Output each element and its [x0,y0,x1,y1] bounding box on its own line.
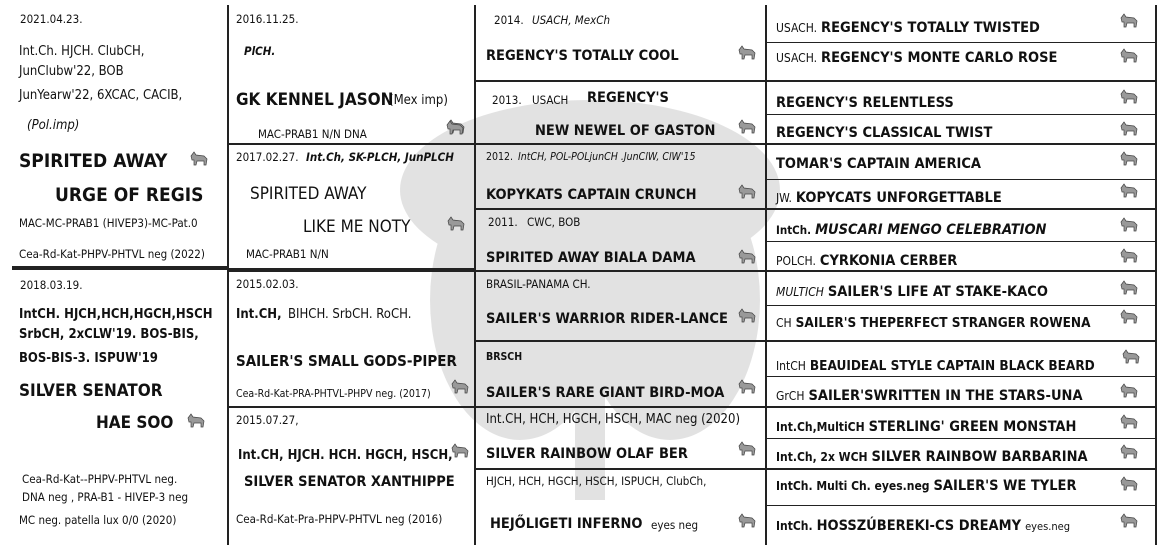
gen3-6-name: SILVER RAINBOW OLAF BER [486,446,688,462]
schnauzer-icon [736,118,758,136]
gen4-note: eyes.neg [1025,520,1071,533]
gen3-1-titles: USACH [532,93,569,107]
schnauzer-icon [1118,182,1140,200]
dog-date: 2021.04.23. [20,12,83,26]
schnauzer-icon [1118,47,1140,65]
gen3-3-name: SPIRITED AWAY BIALA DAMA [486,250,696,266]
gen4-row [776,92,954,111]
gen3-1-name-line1: REGENCY'S [587,90,669,106]
gen4-title: USACH. [776,51,818,65]
schnauzer-icon [1118,216,1140,234]
schnauzer-icon [449,378,471,396]
divider [476,80,765,82]
gen4-title: IntCh. [776,223,812,237]
gen4-title: GrCH [776,389,805,403]
dam-date: 2017.02.27. [236,150,299,164]
schnauzer-icon [444,119,466,137]
mate-health-1: Cea-Rd-Kat--PHPV-PHTVL neg. [22,472,178,486]
divider [12,266,227,270]
schnauzer-icon [736,248,758,266]
mate-dam-name: SILVER SENATOR XANTHIPPE [244,474,455,490]
divider [1155,5,1157,545]
schnauzer-icon [1118,12,1140,30]
divider [476,208,765,210]
gen4-title: IntCh. Multi Ch. eyes.neg [776,479,930,493]
schnauzer-icon [449,442,471,460]
gen4-name: CYRKONIA CERBER [819,253,958,269]
gen4-row [776,312,1090,331]
mate-titles-2: SrbCH, 2xCLW'19. BOS-BIS, [19,327,199,342]
dog-name-line2: URGE OF REGIS [55,184,204,206]
gen3-1-date: 2013. [492,93,522,107]
gen4-name: BEAUIDEAL STYLE CAPTAIN BLACK BEARD [809,358,1095,374]
gen3-4-titles: BRASIL-PANAMA CH. [486,277,591,291]
divider [476,270,765,272]
gen4-name: TOMAR'S CAPTAIN AMERICA [776,156,982,172]
divider [476,406,765,408]
gen4-row [776,281,1048,300]
sire-name: GK KENNEL JASON [236,90,394,110]
schnauzer-icon [1118,150,1140,168]
schnauzer-icon [1118,443,1140,461]
dog-origin: (Pol.imp) [27,118,80,133]
schnauzer-icon [1118,308,1140,326]
schnauzer-icon [736,183,758,201]
divider [767,270,1155,272]
gen4-name: REGENCY'S TOTALLY TWISTED [821,20,1040,36]
gen3-3-titles: CWC, BOB [527,215,581,229]
dog-health-2: Cea-Rd-Kat-PHPV-PHTVL neg (2022) [19,247,205,261]
gen4-title: MULTICH [776,285,824,299]
divider [767,241,1155,242]
schnauzer-icon [1120,348,1142,366]
gen4-name: SAILER'S LIFE AT STAKE-KACO [827,284,1048,300]
gen4-name: HOSSZÚBEREKI-CS DREAMY [816,518,1022,534]
gen4-row [776,475,1077,494]
gen4-name: REGENCY'S CLASSICAL TWIST [776,125,993,141]
schnauzer-icon [736,440,758,458]
schnauzer-icon [1118,88,1140,106]
mate-health-3: MC neg. patella lux 0/0 (2020) [19,513,177,527]
mate-sire-health: Cea-Rd-Kat-PRA-PHTVL-PHPV neg. (2017) [236,388,431,400]
gen3-7-name: HEJŐLIGETI INFERNO [490,516,643,532]
gen3-5-name: SAILER'S RARE GIANT BIRD-MOA [486,385,725,401]
gen4-name: SAILER'S WE TYLER [933,478,1077,494]
divider [765,5,767,545]
divider [767,376,1155,377]
gen3-7-note: eyes neg [651,518,699,532]
gen4-row [776,416,1076,435]
gen3-2-titles: IntCH, POL-POLjunCH .JunClW, ClW'15 [518,151,696,163]
divider [229,268,474,272]
divider [767,438,1155,439]
gen4-row [776,355,1095,374]
gen4-title: JW. [776,191,792,205]
gen3-0-date: 2014. [494,13,524,27]
gen4-row [776,122,992,141]
gen4-row [776,515,1070,534]
gen4-row [776,47,1057,66]
schnauzer-icon [188,150,210,168]
dog-titles-2: JunClubw'22, BOB [19,64,124,79]
gen3-3-date: 2011. [488,215,518,229]
gen4-name: KOPYCATS UNFORGETTABLE [795,190,1002,206]
schnauzer-icon [1118,475,1140,493]
divider [767,468,1155,470]
mate-date: 2018.03.19. [20,278,83,292]
divider [767,505,1155,506]
gen4-title: Int.Ch,MultiCH [776,420,865,434]
schnauzer-icon [185,412,207,430]
gen4-name: SAILER'SWRITTEN IN THE STARS-UNA [808,388,1083,404]
divider [767,208,1155,210]
mate-sire-date: 2015.02.03. [236,277,299,291]
gen3-4-name: SAILER'S WARRIOR RIDER-LANCE [486,311,728,327]
gen4-row [776,446,1088,465]
sire-date: 2016.11.25. [236,12,299,26]
dam-health: MAC-PRAB1 N/N [246,247,329,261]
schnauzer-icon [736,378,758,396]
schnauzer-icon [1118,279,1140,297]
schnauzer-icon [736,44,758,62]
mate-sire-titles2: BIHCH. SrbCH. RoCH. [288,307,412,322]
gen4-row [776,219,1046,238]
schnauzer-icon [1118,120,1140,138]
dog-name-line1: SPIRITED AWAY [19,150,168,172]
gen3-6-titles: Int.CH, HCH, HGCH, HSCH, MAC neg (2020) [486,412,741,427]
mate-sire-titles1: Int.CH, [236,307,282,322]
divider [767,42,1155,43]
divider [767,114,1155,115]
gen4-name: SILVER RAINBOW BARBARINA [871,449,1088,465]
divider [767,80,1155,82]
divider [476,468,765,470]
divider [227,5,229,545]
sire-health: MAC-PRAB1 N/N DNA [258,127,367,141]
gen4-row [776,250,957,269]
sire-note: (Mex imp) [389,93,448,108]
mate-name-line2: HAE SOO [96,413,174,433]
mate-sire-name: SAILER'S SMALL GODS-PIPER [236,352,457,370]
divider [767,406,1155,408]
dam-titles: Int.Ch, SK-PLCH, JunPLCH [306,150,454,164]
gen3-7-titles: HJCH, HCH, HGCH, HSCH, ISPUCH, ClubCh, [486,474,707,488]
mate-health-2: DNA neg , PRA-B1 - HIVEP-3 neg [22,490,189,504]
gen4-name: REGENCY'S MONTE CARLO ROSE [821,50,1058,66]
gen4-title: POLCH. [776,254,816,268]
mate-titles-1: IntCH. HJCH,HCH,HGCH,HSCH [19,307,213,322]
mate-name-line1: SILVER SENATOR [19,381,163,401]
dog-titles-3: JunYearw'22, 6XCAC, CACIB, [19,88,183,103]
mate-titles-3: BOS-BIS-3. ISPUW'19 [19,351,158,366]
gen4-title: IntCH [776,359,806,373]
gen4-name: SAILER'S THEPERFECT STRANGER ROWENA [795,315,1091,331]
divider [476,143,765,145]
dam-name-line2: LIKE ME NOTY [303,217,411,237]
gen3-2-date: 2012. [486,151,514,163]
divider [476,340,765,342]
mate-dam-titles: Int.CH, HJCH. HCH. HGCH, HSCH, [238,448,453,463]
schnauzer-icon [1118,413,1140,431]
dam-name-line1: SPIRITED AWAY [250,184,367,204]
gen4-name: STERLING' GREEN MONSTAH [868,419,1077,435]
gen4-row [776,153,981,172]
gen4-title: USACH. [776,21,818,35]
gen3-1-name-line2: NEW NEWEL OF GASTON [535,123,716,139]
gen4-title: Int.Ch, 2x WCH [776,450,868,464]
gen4-row [776,187,1002,206]
divider [229,406,474,408]
divider [767,179,1155,180]
mate-dam-health: Cea-Rd-Kat-Pra-PHPV-PHTVL neg (2016) [236,512,443,526]
schnauzer-icon [736,512,758,530]
gen4-name: MUSCARI MENGO CELEBRATION [815,222,1047,238]
gen3-5-titles: BRSCH [486,351,523,363]
schnauzer-icon [1118,382,1140,400]
gen4-name: REGENCY'S RELENTLESS [776,95,954,111]
sire-title: PlCH. [244,44,276,58]
divider [474,5,476,545]
divider [229,143,474,145]
dog-health-1: MAC-MC-PRAB1 (HIVEP3)-MC-Pat.0 [19,216,198,230]
gen4-row [776,385,1083,404]
gen3-0-name: REGENCY'S TOTALLY COOL [486,48,679,64]
mate-dam-date: 2015.07.27, [236,413,299,427]
schnauzer-icon [736,307,758,325]
dog-titles-1: Int.Ch. HJCH. ClubCH, [19,44,145,59]
gen4-title: CH [776,316,792,330]
gen3-0-titles: USACH, MexCh [532,13,611,27]
schnauzer-icon [1118,247,1140,265]
schnauzer-icon [445,215,467,233]
schnauzer-icon [1118,512,1140,530]
gen4-row [776,17,1040,36]
gen4-title: IntCh. [776,519,813,533]
gen3-2-name: KOPYKATS CAPTAIN CRUNCH [486,187,697,203]
divider [767,340,1155,342]
divider [767,143,1155,145]
divider [767,305,1155,306]
